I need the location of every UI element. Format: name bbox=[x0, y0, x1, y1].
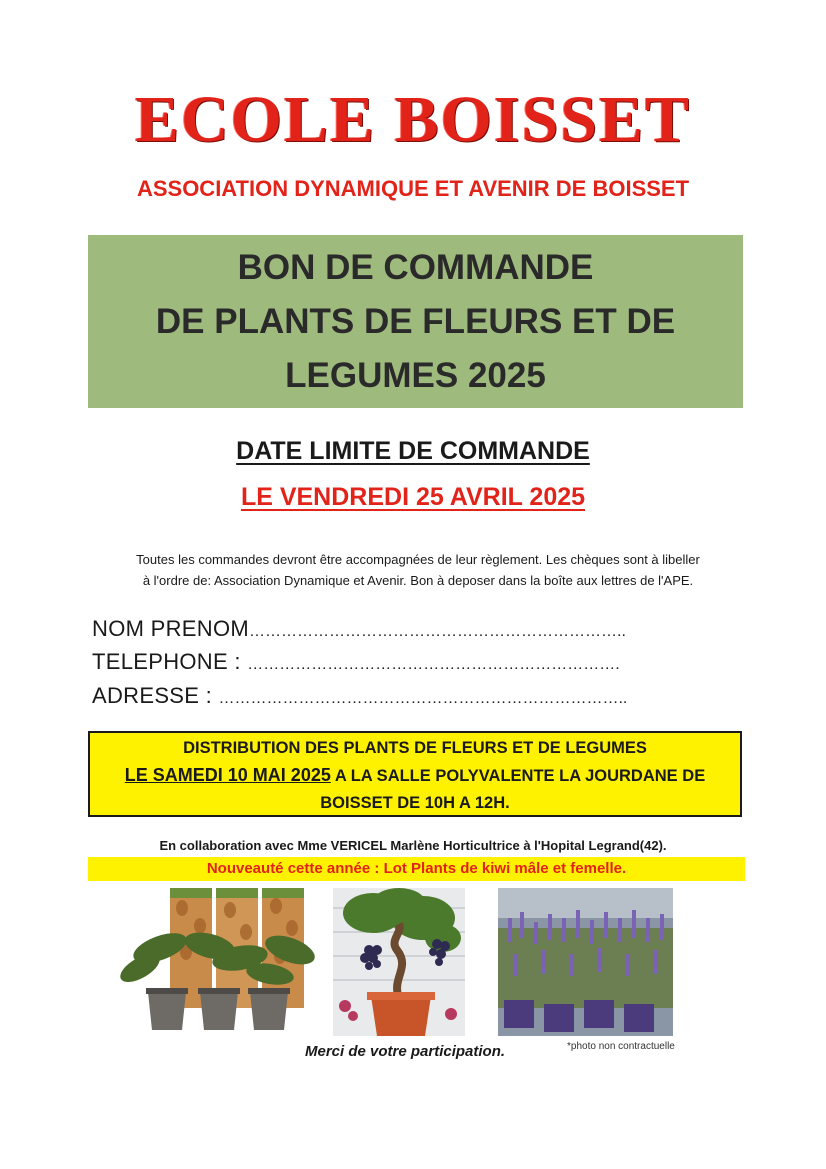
phone-label: TELEPHONE : bbox=[92, 649, 248, 674]
novelty-banner: Nouveauté cette année : Lot Plants de kiwi mâle et femelle. bbox=[88, 857, 745, 881]
thanks-message: Merci de votre participation. bbox=[305, 1043, 506, 1060]
kiwi-plants-photo bbox=[120, 888, 320, 1036]
deadline-heading: DATE LIMITE DE COMMANDE bbox=[236, 437, 590, 465]
payment-instructions bbox=[88, 549, 748, 591]
deadline-date: LE VENDREDI 25 AVRIL 2025 bbox=[240, 483, 586, 511]
instructions-line-1: Toutes les commandes devront être accompagnées de leur règlement. Les chèques sont à libeller bbox=[136, 552, 700, 567]
school-title: ECOLE BOISSET bbox=[134, 83, 692, 156]
distribution-line-2 bbox=[90, 762, 740, 790]
name-field[interactable] bbox=[92, 616, 626, 642]
phone-dots: ……………………………………………………………. bbox=[247, 656, 620, 673]
instructions-line-2: à l'ordre de: Association Dynamique et Avenir. Bon à deposer dans la boîte aux lettres de l'APE. bbox=[142, 573, 694, 588]
order-form-title-box bbox=[88, 235, 743, 408]
title-line-1: BON DE COMMANDE bbox=[237, 247, 594, 287]
address-dots: ………………………………………………………………….. bbox=[218, 690, 628, 707]
lavender-photo bbox=[498, 888, 673, 1036]
association-name: ASSOCIATION DYNAMIQUE ET AVENIR DE BOISSET bbox=[136, 176, 690, 201]
name-label: NOM PRENOM bbox=[92, 616, 249, 641]
distribution-line-3: BOISSET DE 10H A 12H. bbox=[320, 794, 510, 812]
title-line-2: DE PLANTS DE FLEURS ET DE bbox=[155, 301, 676, 341]
name-dots: …………………………………………………………….. bbox=[249, 623, 626, 640]
address-field[interactable] bbox=[92, 683, 627, 709]
distribution-date: LE SAMEDI 10 MAI 2025 bbox=[124, 765, 331, 785]
title-line-3: LEGUMES 2025 bbox=[285, 355, 546, 395]
photo-disclaimer: *photo non contractuelle bbox=[567, 1041, 675, 1052]
distribution-box bbox=[88, 731, 742, 817]
grape-vine-photo bbox=[333, 888, 465, 1036]
phone-field[interactable] bbox=[92, 649, 620, 675]
distribution-place: A LA SALLE POLYVALENTE LA JOURDANE DE bbox=[330, 767, 706, 785]
collaboration-note: En collaboration avec Mme VERICEL Marlène Horticultrice à l'Hopital Legrand(42). bbox=[159, 838, 667, 853]
distribution-line-1: DISTRIBUTION DES PLANTS DE FLEURS ET DE LEGUMES bbox=[183, 739, 647, 757]
address-label: ADRESSE : bbox=[92, 683, 219, 708]
